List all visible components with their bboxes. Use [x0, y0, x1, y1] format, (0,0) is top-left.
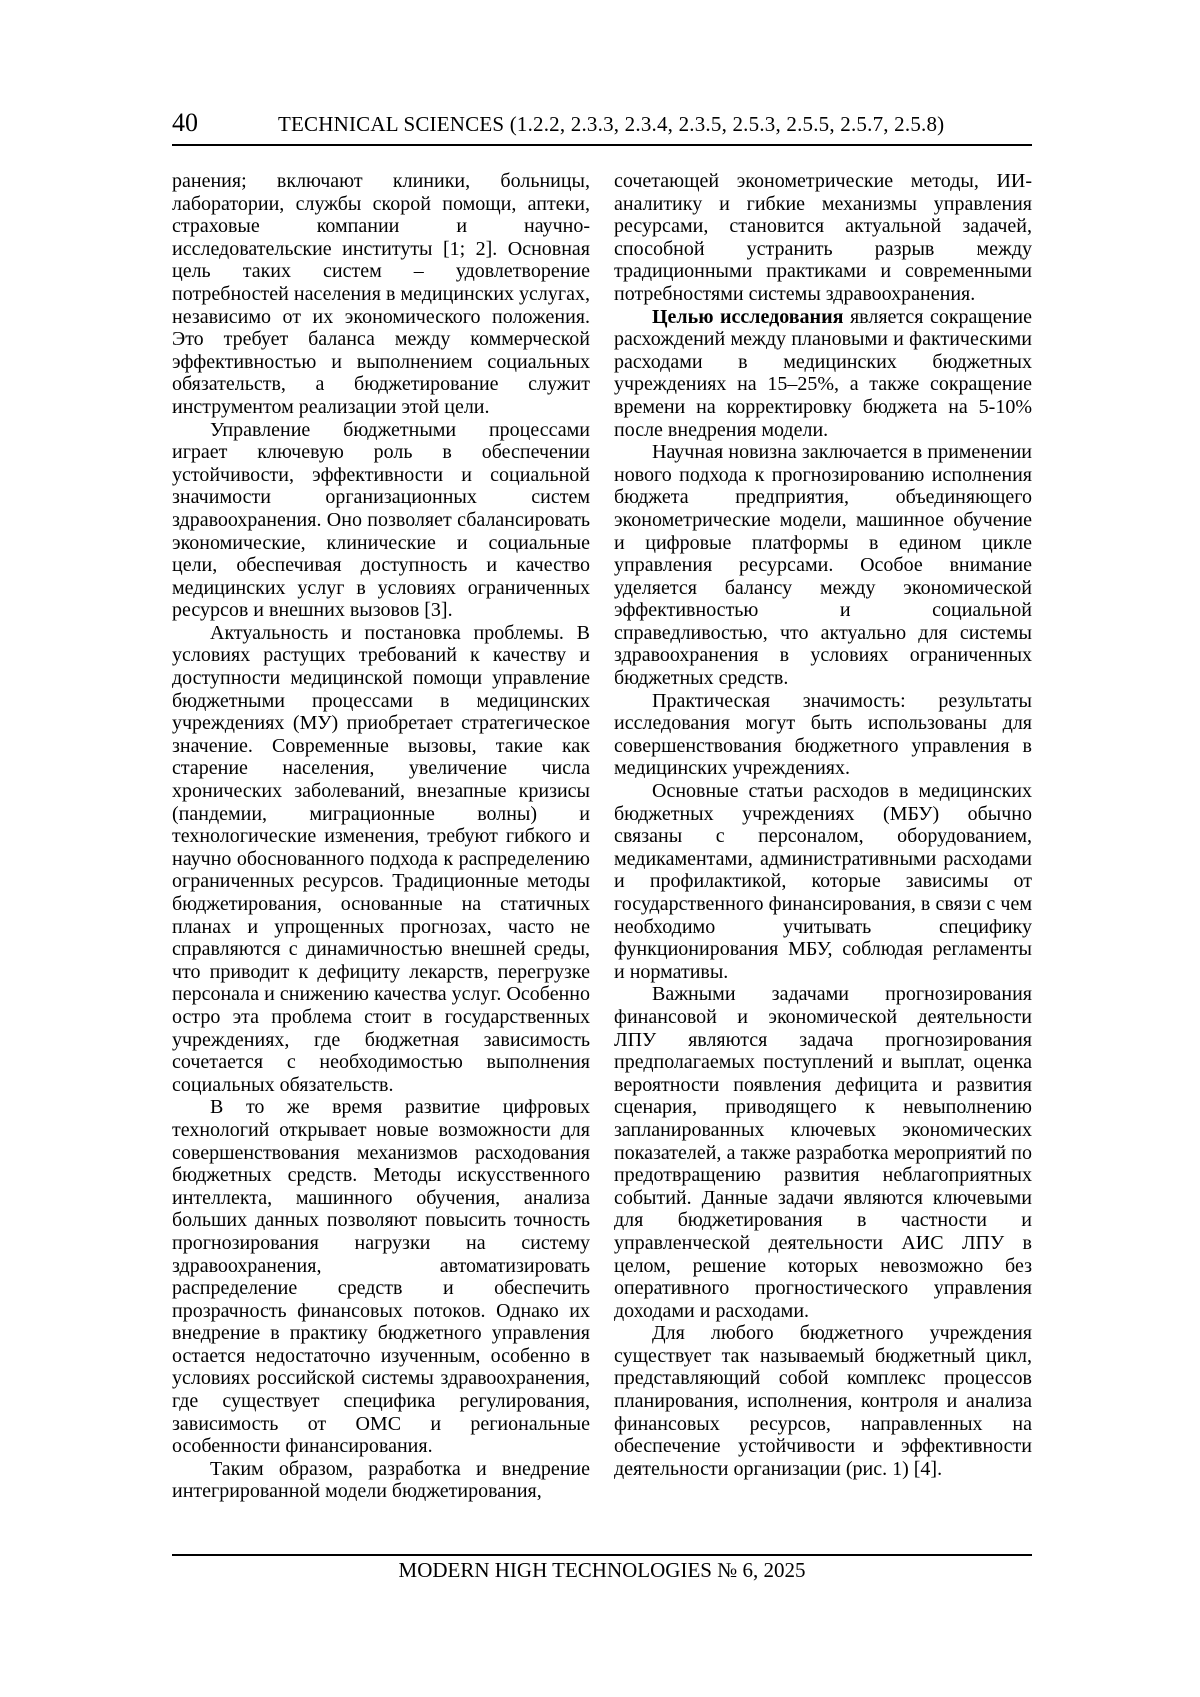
running-head: [172, 106, 1032, 146]
body-paragraph: сочетающей эконометрические методы, ИИ-аналитику и гибкие механизмы управления ресурсами, становится актуальной задачей, способной устранить разрыв между традиционными практиками и современными потребностями системы здравоохранения.: [614, 170, 1032, 305]
right-column: [614, 170, 1032, 1480]
body-paragraph: Практическая значимость: результаты исследования могут быть использованы для совершенствования бюджетного управления в медицинских учреждениях.: [614, 689, 1032, 780]
goal-label: Целью исследования: [652, 305, 844, 328]
body-paragraph: Актуальность и постановка проблемы. В условиях растущих требований к качеству и доступности медицинской помощи управление бюджетными процессами в медицинских учреждениях (МУ) приобретает стратегическое значение. Современные вызовы, такие как старение населения, увеличение числа хронических заболеваний, внезапные кризисы (пандемии, миграционные волны) и технологические изменения, требуют гибкого и научно обоснованного подхода к распределению ограниченных ресурсов. Традиционные методы бюджетирования, основанные на статичных планах и упрощенных прогнозах, часто не справляются с динамичностью внешней среды, что приводит к дефициту лекарств, перегрузке персонала и снижению качества услуг. Особенно остро эта проблема стоит в государственных учреждениях, где бюджетная зависимость сочетается с необходимостью выполнения социальных обязательств.: [172, 621, 590, 1096]
journal-section-title: TECHNICAL SCIENCES (1.2.2, 2.3.3, 2.3.4, 2.3.5, 2.5.3, 2.5.5, 2.5.7, 2.5.8): [278, 112, 945, 136]
body-paragraph: Научная новизна заключается в применении нового подхода к прогнозированию исполнения бюджета предприятия, объединяющего эконометрические модели, машинное обучение и цифровые платформы в едином цикле управления ресурсами. Особое внимание уделяется балансу между экономической эффективностью и социальной справедливостью, что актуально для системы здравоохранения в условиях ограниченных бюджетных средств.: [614, 441, 1032, 690]
journal-footer: MODERN HIGH TECHNOLOGIES № 6, 2025: [398, 1558, 806, 1582]
body-paragraph: Таким образом, разработка и внедрение интегрированной модели бюджетирования,: [172, 1457, 590, 1503]
body-paragraph: Важными задачами прогнозирования финансовой и экономической деятельности ЛПУ являются задача прогнозирования предполагаемых поступлений и выплат, оценка вероятности появления дефицита и развития сценария, приводящего к невыполнению запланированных ключевых экономических показателей, а также разработка мероприятий по предотвращению развития неблагоприятных событий. Данные задачи являются ключевыми для бюджетирования в частности и управленческой деятельности АИС ЛПУ в целом, решение которых невозможно без оперативного прогностического управления доходами и расходами.: [614, 983, 1032, 1322]
body-paragraph: Управление бюджетными процессами играет ключевую роль в обеспечении устойчивости, эффективности и социальной значимости организационных систем здравоохранения. Оно позволяет сбалансировать экономические, клинические и социальные цели, обеспечивая доступность и качество медицинских услуг в условиях ограниченных ресурсов и внешних вызовов [3].: [172, 418, 590, 622]
goal-text: является сокращение расхождений между плановыми и фактическими расходами в медицинских бюджетных учреждениях на 15–25%, а также сокращение времени на корректировку бюджета на 5-10% после внедрения модели.: [614, 305, 1032, 441]
footer-rule: [172, 1554, 1032, 1556]
body-paragraph: В то же время развитие цифровых технологий открывает новые возможности для совершенствования механизмов расходования бюджетных средств. Методы искусственного интеллекта, машинного обучения, анализа больших данных позволяют повысить точность прогнозирования нагрузки на систему здравоохранения, автоматизировать распределение средств и обеспечить прозрачность финансовых потоков. Однако их внедрение в практику бюджетного управления остается недостаточно изученным, особенно в условиях российской системы здравоохранения, где существует специфика регулирования, зависимость от ОМС и региональные особенности финансирования.: [172, 1096, 590, 1458]
body-paragraph: Для любого бюджетного учреждения существует так называемый бюджетный цикл, представляющий собой комплекс процессов планирования, исполнения, контроля и анализа финансовых ресурсов, направленных на обеспечение устойчивости и эффективности деятельности организации (рис. 1) [4].: [614, 1322, 1032, 1480]
body-paragraph: ранения; включают клиники, больницы, лаборатории, службы скорой помощи, аптеки, страховые компании и научно-исследовательские институты [1; 2]. Основная цель таких систем – удовлетворение потребностей населения в медицинских услугах, независимо от их экономического положения. Это требует баланса между коммерческой эффективностью и выполнением социальных обязательств, а бюджетирование служит инструментом реализации этой цели.: [172, 170, 590, 418]
left-column: [172, 170, 590, 1503]
body-paragraph: Основные статьи расходов в медицинских бюджетных учреждениях (МБУ) обычно связаны с персоналом, оборудованием, медикаментами, административными расходами и профилактикой, которые зависимы от государственного финансирования, в связи с чем необходимо учитывать специфику функционирования МБУ, соблюдая регламенты и нормативы.: [614, 780, 1032, 983]
goal-paragraph: [614, 306, 1032, 442]
page-number: 40: [172, 108, 198, 137]
